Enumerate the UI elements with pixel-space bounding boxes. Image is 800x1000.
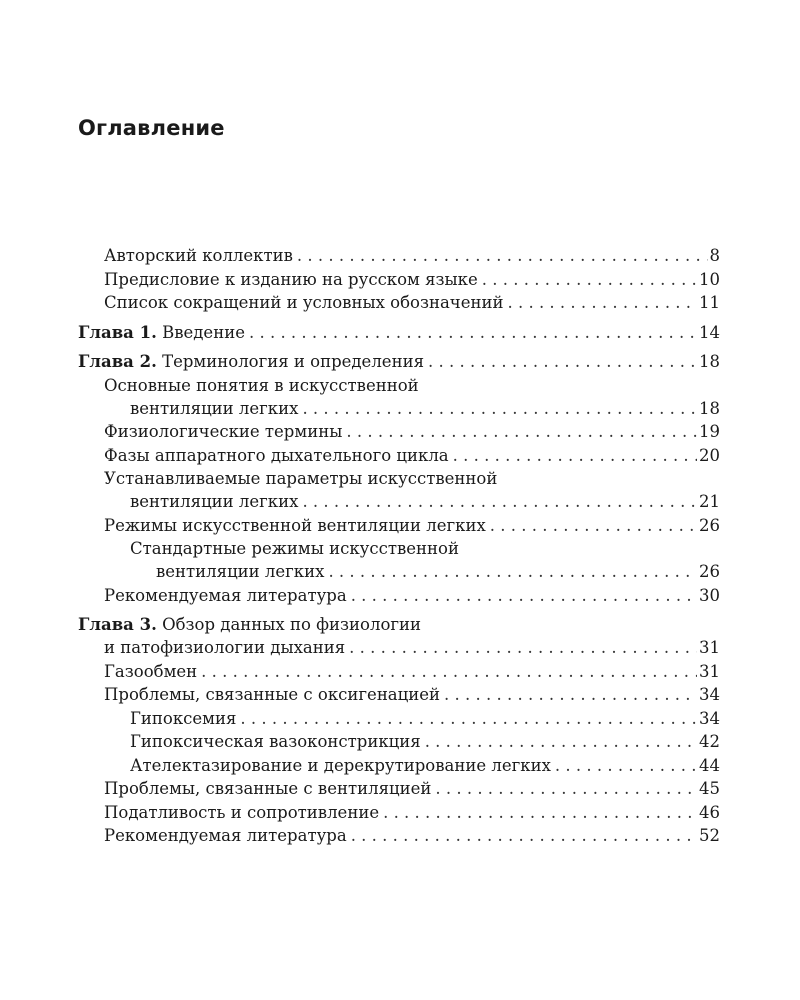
toc-entry-compliance-resistance[interactable] xyxy=(78,801,720,825)
dot-leader xyxy=(351,824,697,848)
toc-entry-literature-ch3[interactable] xyxy=(78,824,720,848)
toc-page: 14 xyxy=(699,322,720,342)
chapter-number: Глава 1. xyxy=(78,322,157,342)
toc-label: Устанавливаемые параметры искусственной xyxy=(104,469,498,488)
toc-entry-set-parameters[interactable] xyxy=(78,490,720,514)
dot-leader xyxy=(453,444,697,468)
dot-leader xyxy=(349,636,697,660)
toc-label: Гипоксемия xyxy=(130,708,237,728)
dot-leader xyxy=(249,321,697,345)
dot-leader xyxy=(201,660,697,684)
dot-leader xyxy=(297,244,708,268)
toc-entry-gas-exchange[interactable] xyxy=(78,660,720,684)
toc-label: Газообмен xyxy=(104,661,198,681)
page-title: Оглавление xyxy=(78,116,225,140)
toc-entry-literature-ch2[interactable] xyxy=(78,584,720,608)
toc-page: 19 xyxy=(699,422,720,441)
toc-entry-physiological-terms[interactable] xyxy=(78,420,720,444)
toc-page: 30 xyxy=(699,585,720,605)
toc-label: Авторский коллектив xyxy=(104,246,293,265)
dot-leader xyxy=(555,754,697,778)
toc-entry-cycle-phases[interactable] xyxy=(78,444,720,468)
toc-page: 45 xyxy=(699,779,720,798)
toc-entry-atelectasis[interactable] xyxy=(78,754,720,778)
dot-leader xyxy=(490,514,697,538)
toc-page: 26 xyxy=(699,562,720,581)
toc-label: Фазы аппаратного дыхательного цикла xyxy=(104,445,449,465)
toc-page: 26 xyxy=(699,515,720,535)
toc-page: 46 xyxy=(699,802,720,822)
toc-page: 31 xyxy=(699,638,720,657)
toc-page: 18 xyxy=(699,398,720,418)
toc-entry-preface[interactable] xyxy=(78,268,720,292)
toc-label: Гипоксическая вазоконстрикция xyxy=(130,732,421,751)
toc-label: Режимы искусственной вентиляции легких xyxy=(104,515,486,535)
dot-leader xyxy=(425,730,697,754)
toc-entry-standard-modes-line1[interactable] xyxy=(78,537,720,560)
toc-page: 31 xyxy=(699,661,720,681)
toc-label: Основные понятия в искусственной xyxy=(104,375,419,395)
dot-leader xyxy=(383,801,697,825)
toc-page: 44 xyxy=(699,755,720,775)
toc-entry-ventilation-problems[interactable] xyxy=(78,777,720,801)
dot-leader xyxy=(302,397,697,421)
toc-entry-standard-modes[interactable] xyxy=(78,560,720,584)
chapter-number: Глава 3. xyxy=(78,615,157,634)
toc-entry-abbreviations[interactable] xyxy=(78,291,720,315)
toc-page: 42 xyxy=(699,732,720,751)
toc-entry-hypoxic-vasoconstriction[interactable] xyxy=(78,730,720,754)
toc-label: Предисловие к изданию на русском языке xyxy=(104,269,478,289)
toc-entry-set-parameters-line1[interactable] xyxy=(78,467,720,490)
toc-chapter-3[interactable] xyxy=(78,636,720,660)
toc-label: Физиологические термины xyxy=(104,422,343,441)
toc-chapter-3-line1[interactable] xyxy=(78,613,720,636)
toc-entry-basic-concepts-line1[interactable] xyxy=(78,374,720,397)
toc-label: Рекомендуемая литература xyxy=(104,585,347,605)
toc-label xyxy=(78,350,424,374)
toc-page: 21 xyxy=(699,492,720,511)
toc-page: 18 xyxy=(699,352,720,371)
dot-leader xyxy=(351,584,697,608)
toc-label: вентиляции легких xyxy=(130,398,299,418)
toc-label xyxy=(78,321,245,345)
chapter-title: Обзор данных по физиологии xyxy=(162,615,422,634)
toc-entry-ventilation-modes[interactable] xyxy=(78,514,720,538)
toc-page: 11 xyxy=(699,293,720,312)
toc-label: Проблемы, связанные с оксигенацией xyxy=(104,685,441,704)
chapter-title: Терминология и определения xyxy=(162,352,424,371)
toc-label: вентиляции легких xyxy=(156,562,325,581)
dot-leader xyxy=(346,420,697,444)
dot-leader xyxy=(240,707,697,731)
toc-label: Проблемы, связанные с вентиляцией xyxy=(104,779,432,798)
toc-chapter-1[interactable] xyxy=(78,321,720,345)
dot-leader xyxy=(435,777,697,801)
dot-leader xyxy=(428,350,697,374)
dot-leader xyxy=(444,683,697,707)
toc-label: Ателектазирование и дерекрутирование легких xyxy=(130,755,551,775)
toc-page: 52 xyxy=(699,826,720,845)
toc-page: 20 xyxy=(699,445,720,465)
dot-leader xyxy=(507,291,697,315)
toc-entry-basic-concepts[interactable] xyxy=(78,397,720,421)
table-of-contents xyxy=(78,244,720,848)
toc-label xyxy=(78,613,421,636)
toc-label: Стандартные режимы искусственной xyxy=(130,539,459,558)
dot-leader xyxy=(482,268,697,292)
toc-label: и патофизиологии дыхания xyxy=(104,638,346,657)
dot-leader xyxy=(328,560,697,584)
chapter-number: Глава 2. xyxy=(78,352,157,371)
toc-entry-authors[interactable] xyxy=(78,244,720,268)
chapter-title: Введение xyxy=(162,322,245,342)
toc-page: 10 xyxy=(699,269,720,289)
toc-entry-hypoxemia[interactable] xyxy=(78,707,720,731)
toc-label: Податливость и сопротивление xyxy=(104,802,380,822)
toc-page: 34 xyxy=(699,708,720,728)
dot-leader xyxy=(302,490,697,514)
toc-label: вентиляции легких xyxy=(130,492,299,511)
toc-label: Список сокращений и условных обозначений xyxy=(104,293,504,312)
toc-label: Рекомендуемая литература xyxy=(104,826,347,845)
toc-entry-oxygenation-problems[interactable] xyxy=(78,683,720,707)
toc-chapter-2[interactable] xyxy=(78,350,720,374)
toc-page: 34 xyxy=(699,685,720,704)
toc-page: 8 xyxy=(709,246,720,265)
